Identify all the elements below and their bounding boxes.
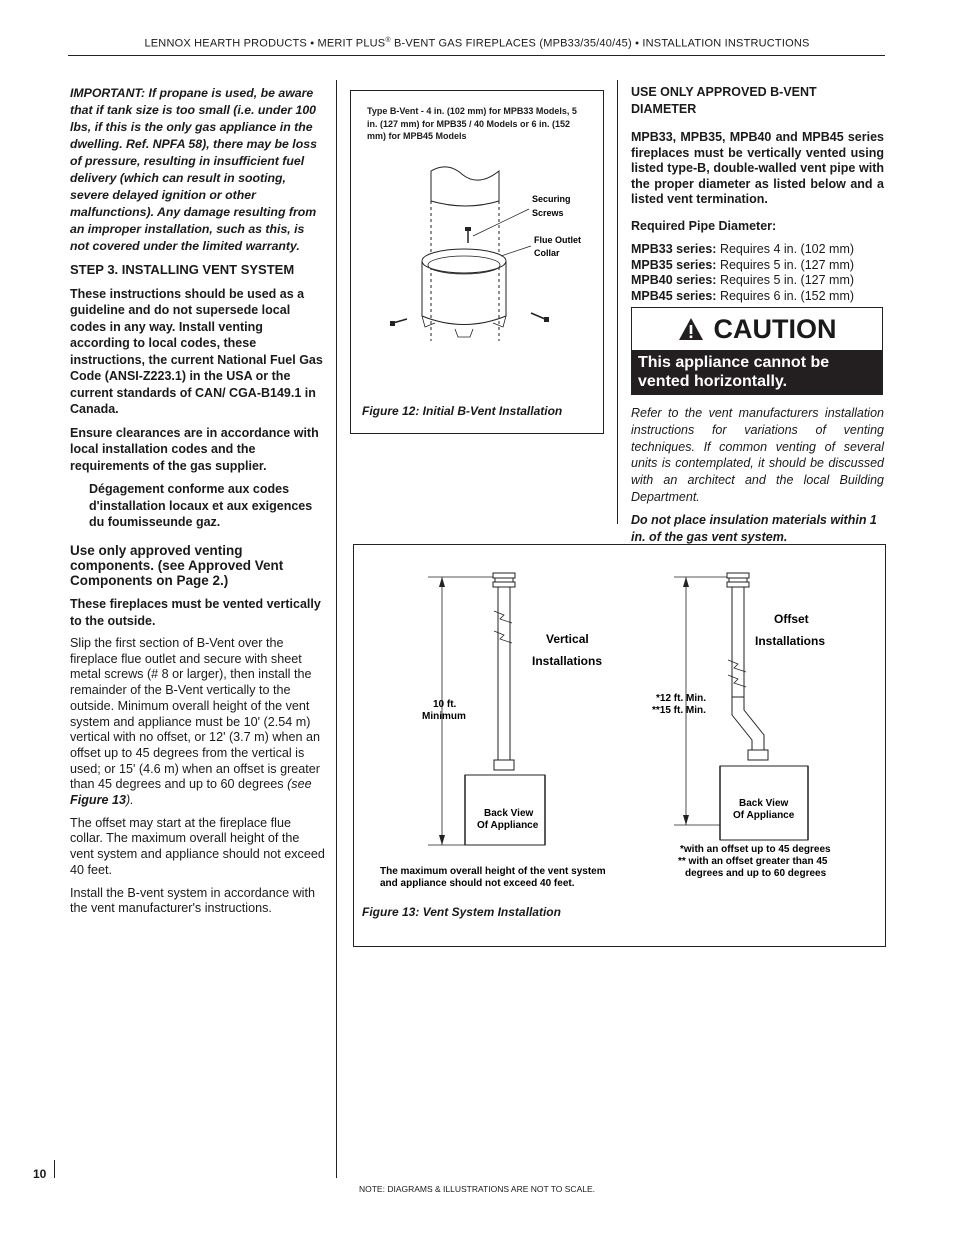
diameter-row: MPB35 series: Requires 5 in. (127 mm) [631, 257, 855, 272]
figure12-caption: Figure 12: Initial B-Vent Installation [362, 404, 563, 418]
required-diameter-title: Required Pipe Diameter: [631, 218, 777, 233]
column-divider-right [617, 80, 618, 524]
vertical-vent-note: These fireplaces must be vented vertically to the outside. [70, 597, 321, 628]
of-appliance-label-2: Of Appliance [733, 810, 795, 821]
max-height-note-1: The maximum overall height of the vent system [380, 866, 606, 877]
step3-title: STEP 3. INSTALLING VENT SYSTEM [70, 262, 295, 277]
slip-text: Slip the first section of B-Vent over the fireplace flue outlet and secure with sheet metal screws (# 8 or larger), then install the remainder of the B-Vent vertically to the outside. Minimum overall height of the vent system and appliance must be 10' (2.54 m) vertical with no offset, or 12' (3.7 m) when an offset up to 45 degrees from the vertical is used; or 15' (4.6 m) when an offset is greater than 45 degrees and up to 60 degrees [70, 636, 320, 792]
figure12-illustration [351, 91, 603, 433]
figure12-box [350, 90, 604, 434]
b-vent-pipe [431, 167, 499, 206]
offset-label: Offset [774, 612, 809, 626]
column-divider [336, 80, 337, 1178]
left-column-lower [70, 543, 326, 924]
propane-warning: IMPORTANT: If propane is used, be aware that if tank size is too small (i.e. under 100 lbs, if this is the only gas appliance in the dwelling. Ref. NPFA 58), there may be loss of pressure, resulting in insufficient fuel delivery (which can result in sooting, severe delayed ignition or other malfunctions). Any damage resulting from an improper installation, such as this, is not covered under the limited warranty. [70, 86, 317, 253]
caution-heading [632, 310, 882, 348]
warning-icon [678, 317, 704, 341]
vertical-label: Vertical [546, 632, 589, 646]
screw-top [465, 227, 471, 243]
label-collar: Collar [534, 248, 560, 258]
max-height-note-2: and appliance should not exceed 40 feet. [380, 878, 575, 889]
header-text: LENNOX HEARTH PRODUCTS • MERIT PLUS [144, 37, 386, 50]
offset-installations-label: Installations [755, 634, 826, 648]
figure13-caption: Figure 13: Vent System Installation [362, 905, 561, 919]
screw-right [531, 313, 549, 322]
caution-message: This appliance cannot be vented horizontally. [632, 350, 882, 394]
registered-mark: ® [385, 37, 391, 44]
offset-note-2: ** with an offset greater than 45 [678, 856, 828, 867]
clearances-paragraph: Ensure clearances are in accordance with local installation codes and the requirements of the gas supplier. [70, 425, 319, 473]
french-note: Dégagement conforme aux codes d'installation locaux et aux exigences du foumisseunde gaz. [89, 482, 313, 529]
slip-ref: (see [287, 777, 312, 792]
offset-note-1: *with an offset up to 45 degrees [680, 844, 831, 855]
approved-components-title: Use only approved venting components. (see Approved Vent Components on Page 2.) [70, 543, 284, 588]
twelve-ft-label: *12 ft. Min. [656, 693, 707, 704]
diameter-row: MPB45 series: Requires 6 in. (152 mm) [631, 288, 855, 303]
diameter-row: MPB33 series: Requires 4 in. (102 mm) [631, 242, 855, 256]
caution-title: CAUTION [713, 313, 837, 344]
approved-diameter-title: USE ONLY APPROVED B-VENT DIAMETER [631, 85, 817, 116]
label-screws: Screws [532, 208, 564, 218]
minimum-label: Minimum [422, 711, 466, 722]
page-number-rule [54, 1160, 55, 1178]
right-column-lower [631, 405, 884, 552]
back-view-label-2: Back View [739, 798, 789, 809]
fifteen-ft-label: **15 ft. Min. [652, 705, 706, 716]
installations-label: Installations [532, 654, 603, 668]
scale-note: NOTE: DIAGRAMS & ILLUSTRATIONS ARE NOT TO SCALE. [358, 1184, 595, 1194]
approved-diameter-intro: MPB33, MPB35, MPB40 and MPB45 series fireplaces must be vertically vented using listed type-B, double-walled vent pipe with the proper diameter as listed below and a listed vent termination. [631, 130, 884, 206]
ten-ft-label: 10 ft. [433, 699, 457, 710]
offset-note-3: degrees and up to 60 degrees [685, 868, 827, 879]
insulation-warning: Do not place insulation materials within 1 in. of the gas vent system. [631, 512, 877, 544]
label-flue-outlet: Flue Outlet [534, 235, 581, 245]
page-number: 10 [33, 1167, 47, 1181]
figure13-box [353, 544, 886, 947]
refer-paragraph: Refer to the vent manufacturers installation instructions for variations of venting techniques. If common venting of several units is contemplated, it should be discussed with an architect and the local Building Department. [631, 406, 884, 504]
collar-top [422, 249, 506, 273]
install-paragraph: Install the B-vent system in accordance with the vent manufacturer's instructions. [70, 885, 315, 916]
slip-paragraph [70, 636, 326, 809]
right-column [631, 84, 884, 304]
figure13-ref: Figure 13 [70, 793, 126, 808]
header-text-end: B-VENT GAS FIREPLACES (MPB33/35/40/45) • INSTALLATION INSTRUCTIONS [390, 37, 810, 50]
caution-box [631, 307, 883, 395]
figure13-illustration [354, 545, 885, 946]
step3-paragraph: These instructions should be used as a guideline and do not supersede local codes in any way. Install venting according to local codes, these instructions, the current National Fuel Gas Code (ANSI-Z223.1) in the USA or the current standards of CAN/ CGA-B149.1 in Canada. [70, 286, 323, 416]
offset-paragraph: The offset may start at the fireplace flue collar. The maximum overall height of the vent system and appliance should not exceed 40 feet. [70, 815, 325, 877]
slip-ref-end: ). [126, 793, 134, 808]
back-view-label: Back View [484, 808, 534, 819]
of-appliance-label: Of Appliance [477, 820, 539, 831]
diameter-row: MPB40 series: Requires 5 in. (127 mm) [631, 273, 855, 287]
label-securing: Securing [532, 194, 571, 204]
screw-left [390, 319, 407, 326]
left-column [70, 85, 326, 538]
diameter-list [631, 242, 884, 304]
header-rule [68, 55, 885, 56]
figure12-note: Type B-Vent - 4 in. (102 mm) for MPB33 Models, 5 in. (127 mm) for MPB35 / 40 Models or 6 in. (152 mm) for MPB45 Models [367, 106, 577, 141]
page-header [0, 37, 954, 50]
